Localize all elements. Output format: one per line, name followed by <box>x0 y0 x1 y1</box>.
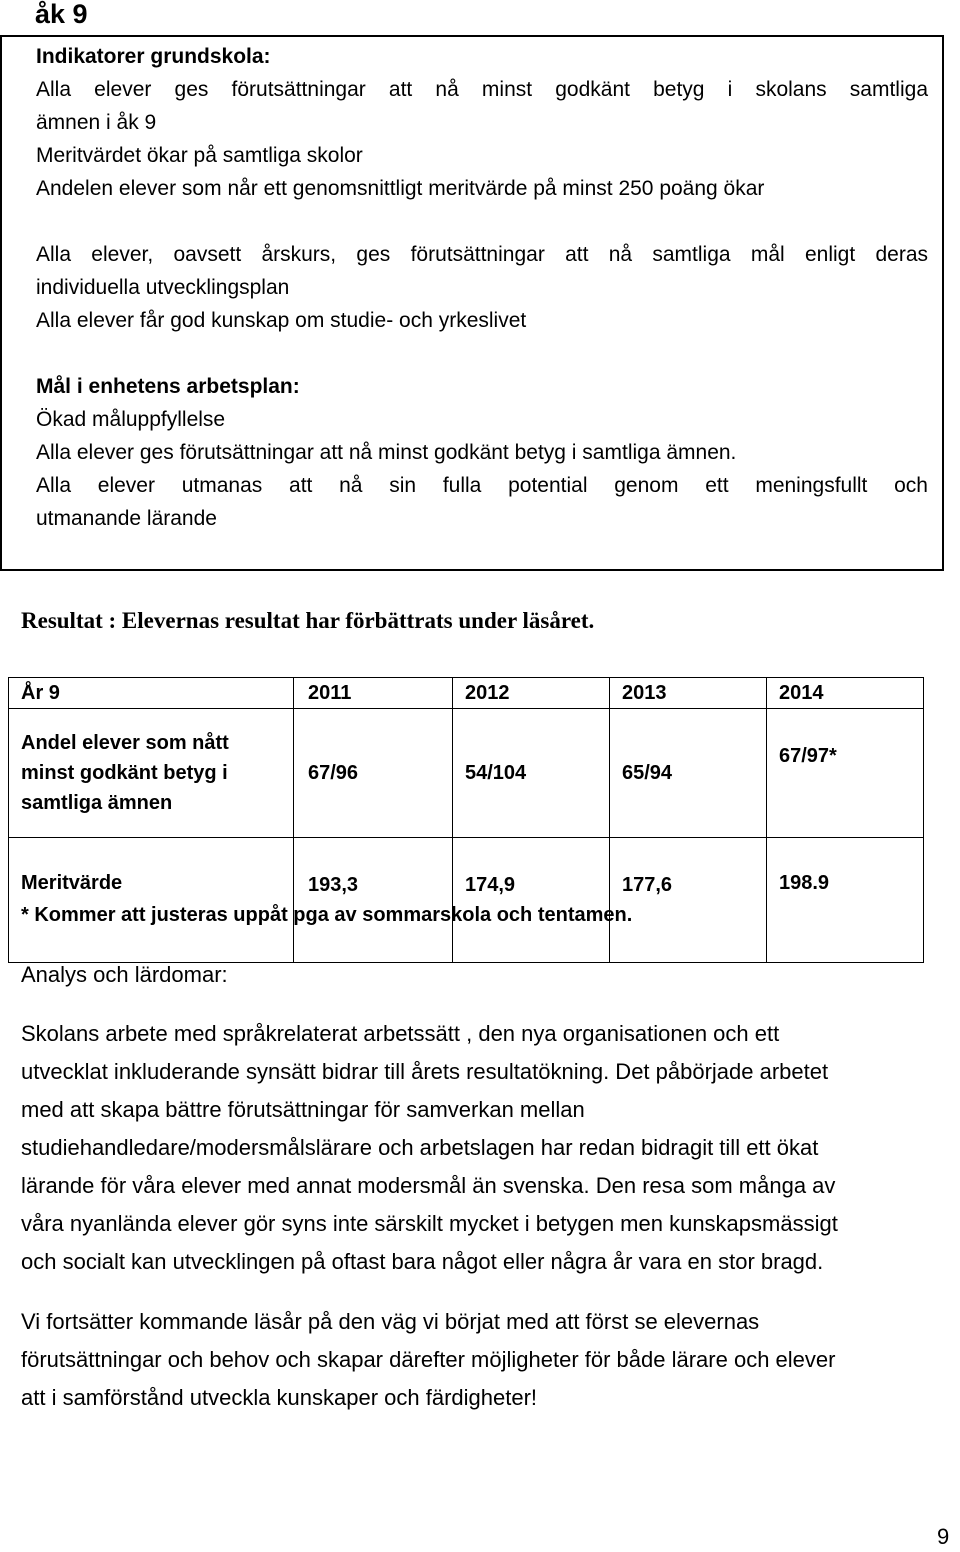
row-label-line: Andel elever som nått <box>21 732 229 754</box>
row-label: Meritvärde <box>9 838 294 963</box>
section-title: åk 9 <box>35 0 88 29</box>
indicator-line: Andelen elever som når ett genomsnittligt meritvärde på minst 250 poäng ökar <box>36 177 765 200</box>
plan-line: Alla elever ges förutsättningar att nå minst godkänt betyg i samtliga ämnen. <box>36 441 737 464</box>
analysis-line: och socialt kan utvecklingen på oftast bara något eller några år vara en stor bragd. <box>21 1249 824 1274</box>
table-row <box>9 709 924 838</box>
indicator-line: Alla elever ges förutsättningar att nå minst godkänt betyg i skolans samtliga <box>36 78 928 101</box>
header-cell: 2011 <box>294 678 453 709</box>
analysis-line: lärande för våra elever med annat modersmål än svenska. Den resa som många av <box>21 1173 836 1198</box>
plan-heading: Mål i enhetens arbetsplan: <box>36 375 300 398</box>
analysis-line: våra nyanlända elever gör syns inte särskilt mycket i betygen men kunskapsmässigt <box>21 1211 838 1236</box>
table-cell: 193,3 <box>294 838 453 963</box>
plan-line: utmanande lärande <box>36 507 217 530</box>
page-number: 9 <box>937 1524 950 1549</box>
header-cell: 2014 <box>767 678 924 709</box>
analysis-line: med att skapa bättre förutsättningar för samverkan mellan <box>21 1097 585 1122</box>
analysis-line: Skolans arbete med språkrelaterat arbetssätt , den nya organisationen och ett <box>21 1021 780 1046</box>
plan-line: Ökad måluppfyllelse <box>36 408 226 431</box>
table-cell: 67/97* <box>767 709 924 838</box>
goals-box <box>0 35 944 571</box>
goal-line: Alla elever, oavsett årskurs, ges förutsättningar att nå samtliga mål enligt deras <box>36 243 928 266</box>
conclusion-line: att i samförstånd utveckla kunskaper och färdigheter! <box>21 1385 538 1410</box>
row-label-line: minst godkänt betyg i <box>21 762 228 784</box>
conclusion-line: förutsättningar och behov och skapar därefter möjligheter för både lärare och elever <box>21 1347 836 1372</box>
table-cell: 174,9 <box>453 838 610 963</box>
indicators-heading: Indikatorer grundskola: <box>36 45 271 68</box>
analysis-heading: Analys och lärdomar: <box>21 962 228 987</box>
table-cell: 198.9 <box>767 838 924 963</box>
plan-line: Alla elever utmanas att nå sin fulla potential genom ett meningsfullt och <box>36 474 928 497</box>
goal-line: Alla elever får god kunskap om studie- och yrkeslivet <box>36 309 527 332</box>
footnote: * Kommer att justeras uppåt pga av sommarskola och tentamen. <box>21 904 633 926</box>
analysis-line: studiehandledare/modersmålslärare och arbetslagen har redan bidragit till ett ökat <box>21 1135 819 1160</box>
goal-line: individuella utvecklingsplan <box>36 276 290 299</box>
table-cell: 67/96 <box>294 709 453 838</box>
indicator-line: Meritvärdet ökar på samtliga skolor <box>36 144 363 167</box>
header-cell: 2013 <box>610 678 767 709</box>
analysis-line: utvecklat inkluderande synsätt bidrar till årets resultatökning. Det påbörjade arbetet <box>21 1059 829 1084</box>
table-header-row <box>9 678 924 709</box>
table-cell: 54/104 <box>453 709 610 838</box>
table-cell: 177,6 <box>610 838 767 963</box>
conclusion-line: Vi fortsätter kommande läsår på den väg vi börjat med att först se elevernas <box>21 1309 760 1334</box>
indicator-line: ämnen i åk 9 <box>36 111 157 134</box>
row-label-line: samtliga ämnen <box>21 792 173 814</box>
header-cell: År 9 <box>9 678 294 709</box>
table-cell: 65/94 <box>610 709 767 838</box>
result-heading: Resultat : Elevernas resultat har förbättrats under läsåret. <box>21 608 595 633</box>
row-label <box>9 709 294 838</box>
header-cell: 2012 <box>453 678 610 709</box>
